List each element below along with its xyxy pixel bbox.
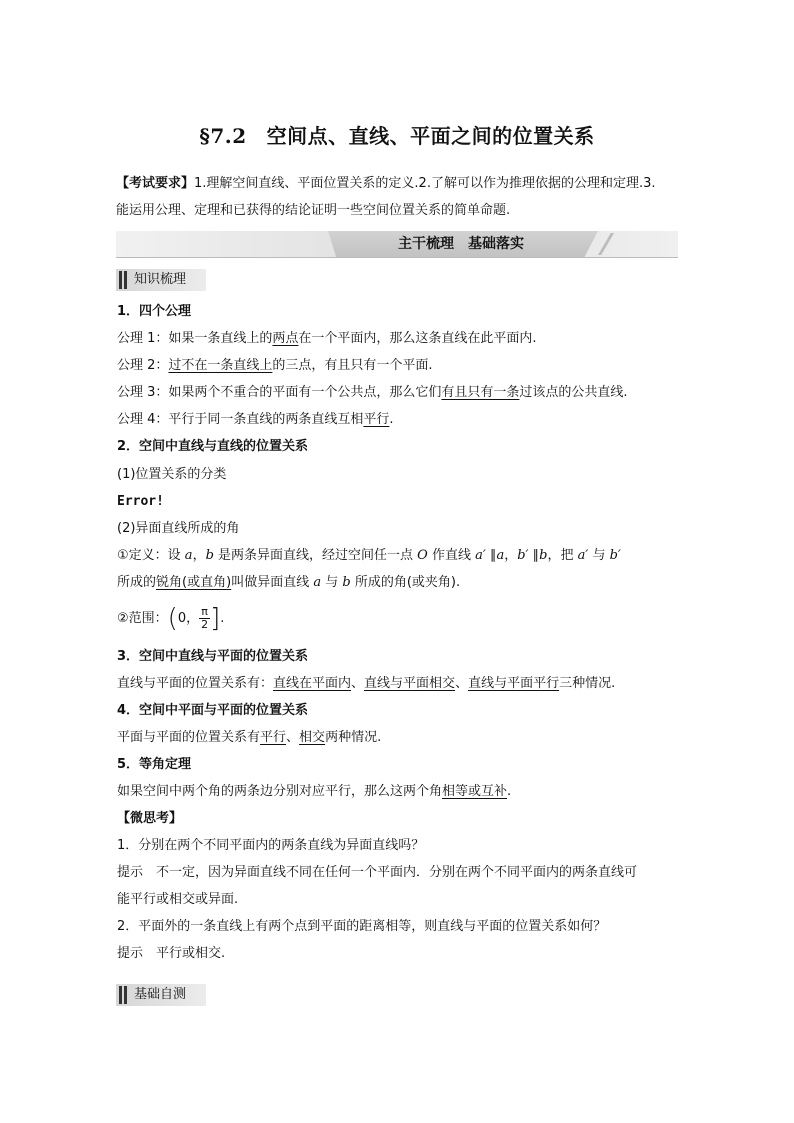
header-bar-icon (119, 271, 122, 289)
line-plane-text: 直线与平面的位置关系有：直线在平面内、直线与平面相交、直线与平面平行三种情况. (117, 676, 616, 691)
exam-requirement (116, 170, 680, 224)
subheading-skew-angle: (2)异面直线所成的角 (117, 521, 240, 536)
page-title (0, 120, 794, 149)
heading-line-plane: 3．空间中直线与平面的位置关系 (117, 649, 309, 664)
title-text: 空间点、直线、平面之间的位置关系 (266, 124, 595, 148)
axiom-4: 公理 4：平行于同一条直线的两条直线互相平行. (117, 412, 394, 427)
section-banner (116, 231, 678, 257)
range-line: ②范围：(0， $\frac{\pi}{2}$ ]. (117, 603, 225, 634)
think-tag: 【微思考】 (117, 811, 183, 826)
subheading-classification: (1)位置关系的分类 (117, 467, 227, 482)
definition-line-1: ①定义：设 a，b 是两条异面直线，经过空间任一点 O 作直线 a′ ∥a，b′ ∥b，把 a′ 与 b′ (117, 548, 621, 563)
header-bar-icon (124, 986, 127, 1004)
heading-axioms: 1．四个公理 (117, 304, 192, 319)
section-header-knowledge (116, 269, 206, 291)
section-label: 基础自测 (134, 987, 187, 1002)
section-number: §7.2 (199, 124, 247, 148)
axiom-2: 公理 2：过不在一条直线上的三点，有且只有一个平面. (117, 358, 433, 373)
equal-angle-text: 如果空间中两个角的两条边分别对应平行，那么这两个角相等或互补. (117, 784, 512, 799)
section-header-selftest (116, 984, 206, 1006)
plane-plane-text: 平面与平面的位置关系有平行、相交两种情况. (117, 730, 382, 745)
think-answer-2: 提示 平行或相交. (117, 946, 226, 961)
requirement-tag: 【考试要求】 (116, 176, 195, 191)
think-question-1: 1．分别在两个不同平面内的两条直线为异面直线吗？ (117, 838, 425, 853)
think-answer-1-cont: 能平行或相交或异面. (117, 892, 239, 907)
header-bar-icon (119, 986, 122, 1004)
banner-label: 主干梳理 基础落实 (398, 236, 524, 252)
error-text: Error! (117, 494, 164, 509)
axiom-3: 公理 3：如果两个不重合的平面有一个公共点，那么它们有且只有一条过该点的公共直线. (117, 385, 628, 400)
heading-equal-angle: 5．等角定理 (117, 757, 192, 772)
axiom-1: 公理 1：如果一条直线上的两点在一个平面内，那么这条直线在此平面内. (117, 331, 537, 346)
think-question-2: 2．平面外的一条直线上有两个点到平面的距离相等，则直线与平面的位置关系如何？ (117, 919, 607, 934)
section-label: 知识梳理 (134, 272, 187, 287)
requirement-text: 1.理解空间直线、平面位置关系的定义.2.了解可以作为推理依据的公理和定理.3. (194, 176, 656, 191)
definition-line-2: 所成的锐角(或直角)叫做异面直线 a 与 b 所成的角(或夹角). (117, 575, 461, 590)
think-answer-1: 提示 不一定，因为异面直线不同在任何一个平面内．分别在两个不同平面内的两条直线可 (117, 865, 638, 880)
heading-plane-plane: 4．空间中平面与平面的位置关系 (117, 703, 309, 718)
right-bracket: ] (210, 603, 221, 634)
header-bar-icon (124, 271, 127, 289)
left-paren: ( (167, 603, 178, 634)
requirement-text-2: 能运用公理、定理和已获得的结论证明一些空间位置关系的简单命题. (116, 203, 511, 218)
pi-over-2-fraction: $\frac{\pi}{2}$ (201, 605, 209, 631)
heading-line-line: 2．空间中直线与直线的位置关系 (117, 439, 309, 454)
